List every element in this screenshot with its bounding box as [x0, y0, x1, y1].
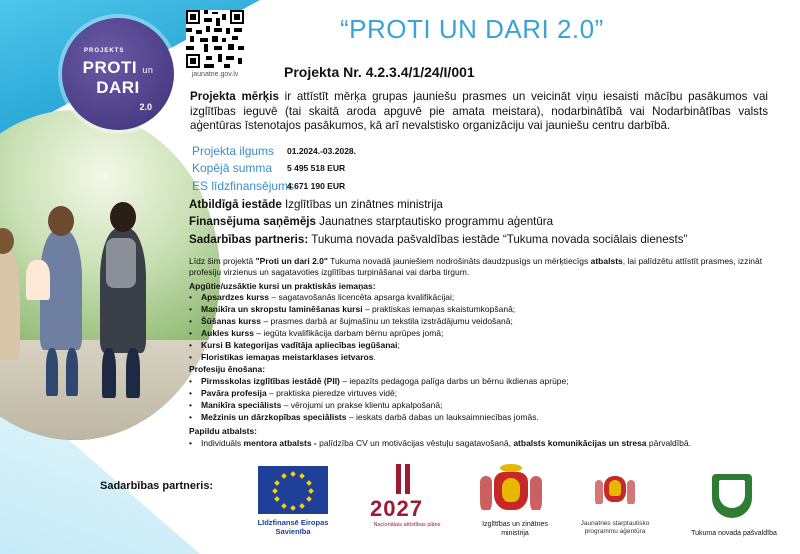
project-goal: Projekta mērķis ir attīstīt mērķa grupas jauniešu prasmes un veicināt viņu iesaisti mācību pasākumos vai izglītības ieguvē (tai skaitā aroda apguvē pie amata meistara), nodarbinātībā vai Nodarbinātības valsts aģentūras īstenotajos pasākumos, kā arī nevalstisko organizāciju vai jauniešu centru darbībā. — [190, 90, 768, 132]
students-photo — [0, 110, 220, 440]
nap-logo-icon — [392, 464, 414, 494]
page-title: “PROTI UN DARI 2.0” — [340, 14, 604, 44]
section-support-heading: Papildu atbalsts: — [189, 426, 258, 436]
lead-paragraph: Līdz šim projektā "Proti un dari 2.0" Tukuma novadā jauniešiem nodrošināts daudzpusīgs un mērķtiecīgs atbalsts, lai palīdzētu attīstīt prasmes, izzināt profesiju virzienus un sagatavoties izglītības turpināšanai vai darba tirgum. — [189, 256, 763, 277]
proti-un-dari-logo: PROJEKTS PROTI un DARI 2.0 — [62, 18, 174, 130]
list-item: • Kursi B kategorijas vadītāja apliecības iegūšanai; — [189, 340, 774, 351]
section-courses-heading: Apgūtie/uzsāktie kursi un praktiskās iemaņas: — [189, 281, 376, 291]
jsppa-caption: Jaunatnes starptautisko programmu aģentūra — [580, 520, 650, 535]
list-item: • Mežzinis un dārzkopības speciālists – ieskats darbā dabas un lauksaimniecības jomās. — [189, 412, 774, 423]
nap-year: 2027 — [370, 496, 423, 521]
tukums-caption: Tukuma novada pašvaldība — [691, 530, 777, 537]
partners-label: Sadarbības partneris: — [100, 480, 214, 492]
project-number: Projekta Nr. 4.2.3.4/1/24/I/001 — [284, 64, 475, 80]
eu-flag-icon — [258, 466, 328, 514]
list-item: • Šūšanas kurss – prasmes darbā ar šujmašīnu un tekstila izstrādājumu veidošanā; — [189, 316, 774, 327]
list-item: • Apsardzes kurss – sagatavošanās licencēta apsarga kvalifikācijai; — [189, 292, 774, 303]
qr-code-icon[interactable] — [186, 10, 244, 68]
responsible-institution: Atbildīgā iestāde Izglītības un zinātnes ministrija — [189, 198, 443, 211]
section-shadowing-heading: Profesiju ēnošana: — [189, 364, 266, 374]
list-item: • Pavāra profesija – praktiska pieredze virtuves vidē; — [189, 388, 774, 399]
izm-caption: Izglītības un zinātnes ministrija — [482, 521, 548, 537]
cooperation-partner: Sadarbības partneris: Tukuma novada pašvaldības iestāde “Tukuma novada sociālais dienests” — [189, 233, 688, 246]
list-item: • Pirmsskolas izglītības iestādē (PII) – iepazīts pedagoga palīga darbs un bērnu ikdienas aprūpe; — [189, 376, 774, 387]
list-item: • Aukles kurss – iegūta kvalifikācija darbam bērnu aprūpes jomā; — [189, 328, 774, 339]
list-item: • Floristikas iemaņas meistarklases ietvaros. — [189, 352, 774, 363]
eu-caption: Līdzfinansē Eiropas Savienība — [257, 518, 329, 536]
nap-caption: Nacionālais attīstības plāns — [373, 522, 441, 528]
funding-recipient: Finansējuma saņēmējs Jaunatnes starptautisko programmu aģentūra — [189, 215, 554, 228]
list-item: • Manikīra speciālists – vērojumi un prakse klientu apkalpošanā; — [189, 400, 774, 411]
list-item: • Individuāls mentora atbalsts - palīdzība CV un motivācijas vēstuļu sagatavošanā, atbalsts komunikācijas un stresa pārvaldībā. — [189, 438, 774, 449]
list-item: • Manikīra un skropstu laminēšanas kursi – praktiskas iemaņas skaistumkopšanā; — [189, 304, 774, 315]
qr-caption[interactable]: jaunatne.gov.lv — [191, 71, 239, 78]
